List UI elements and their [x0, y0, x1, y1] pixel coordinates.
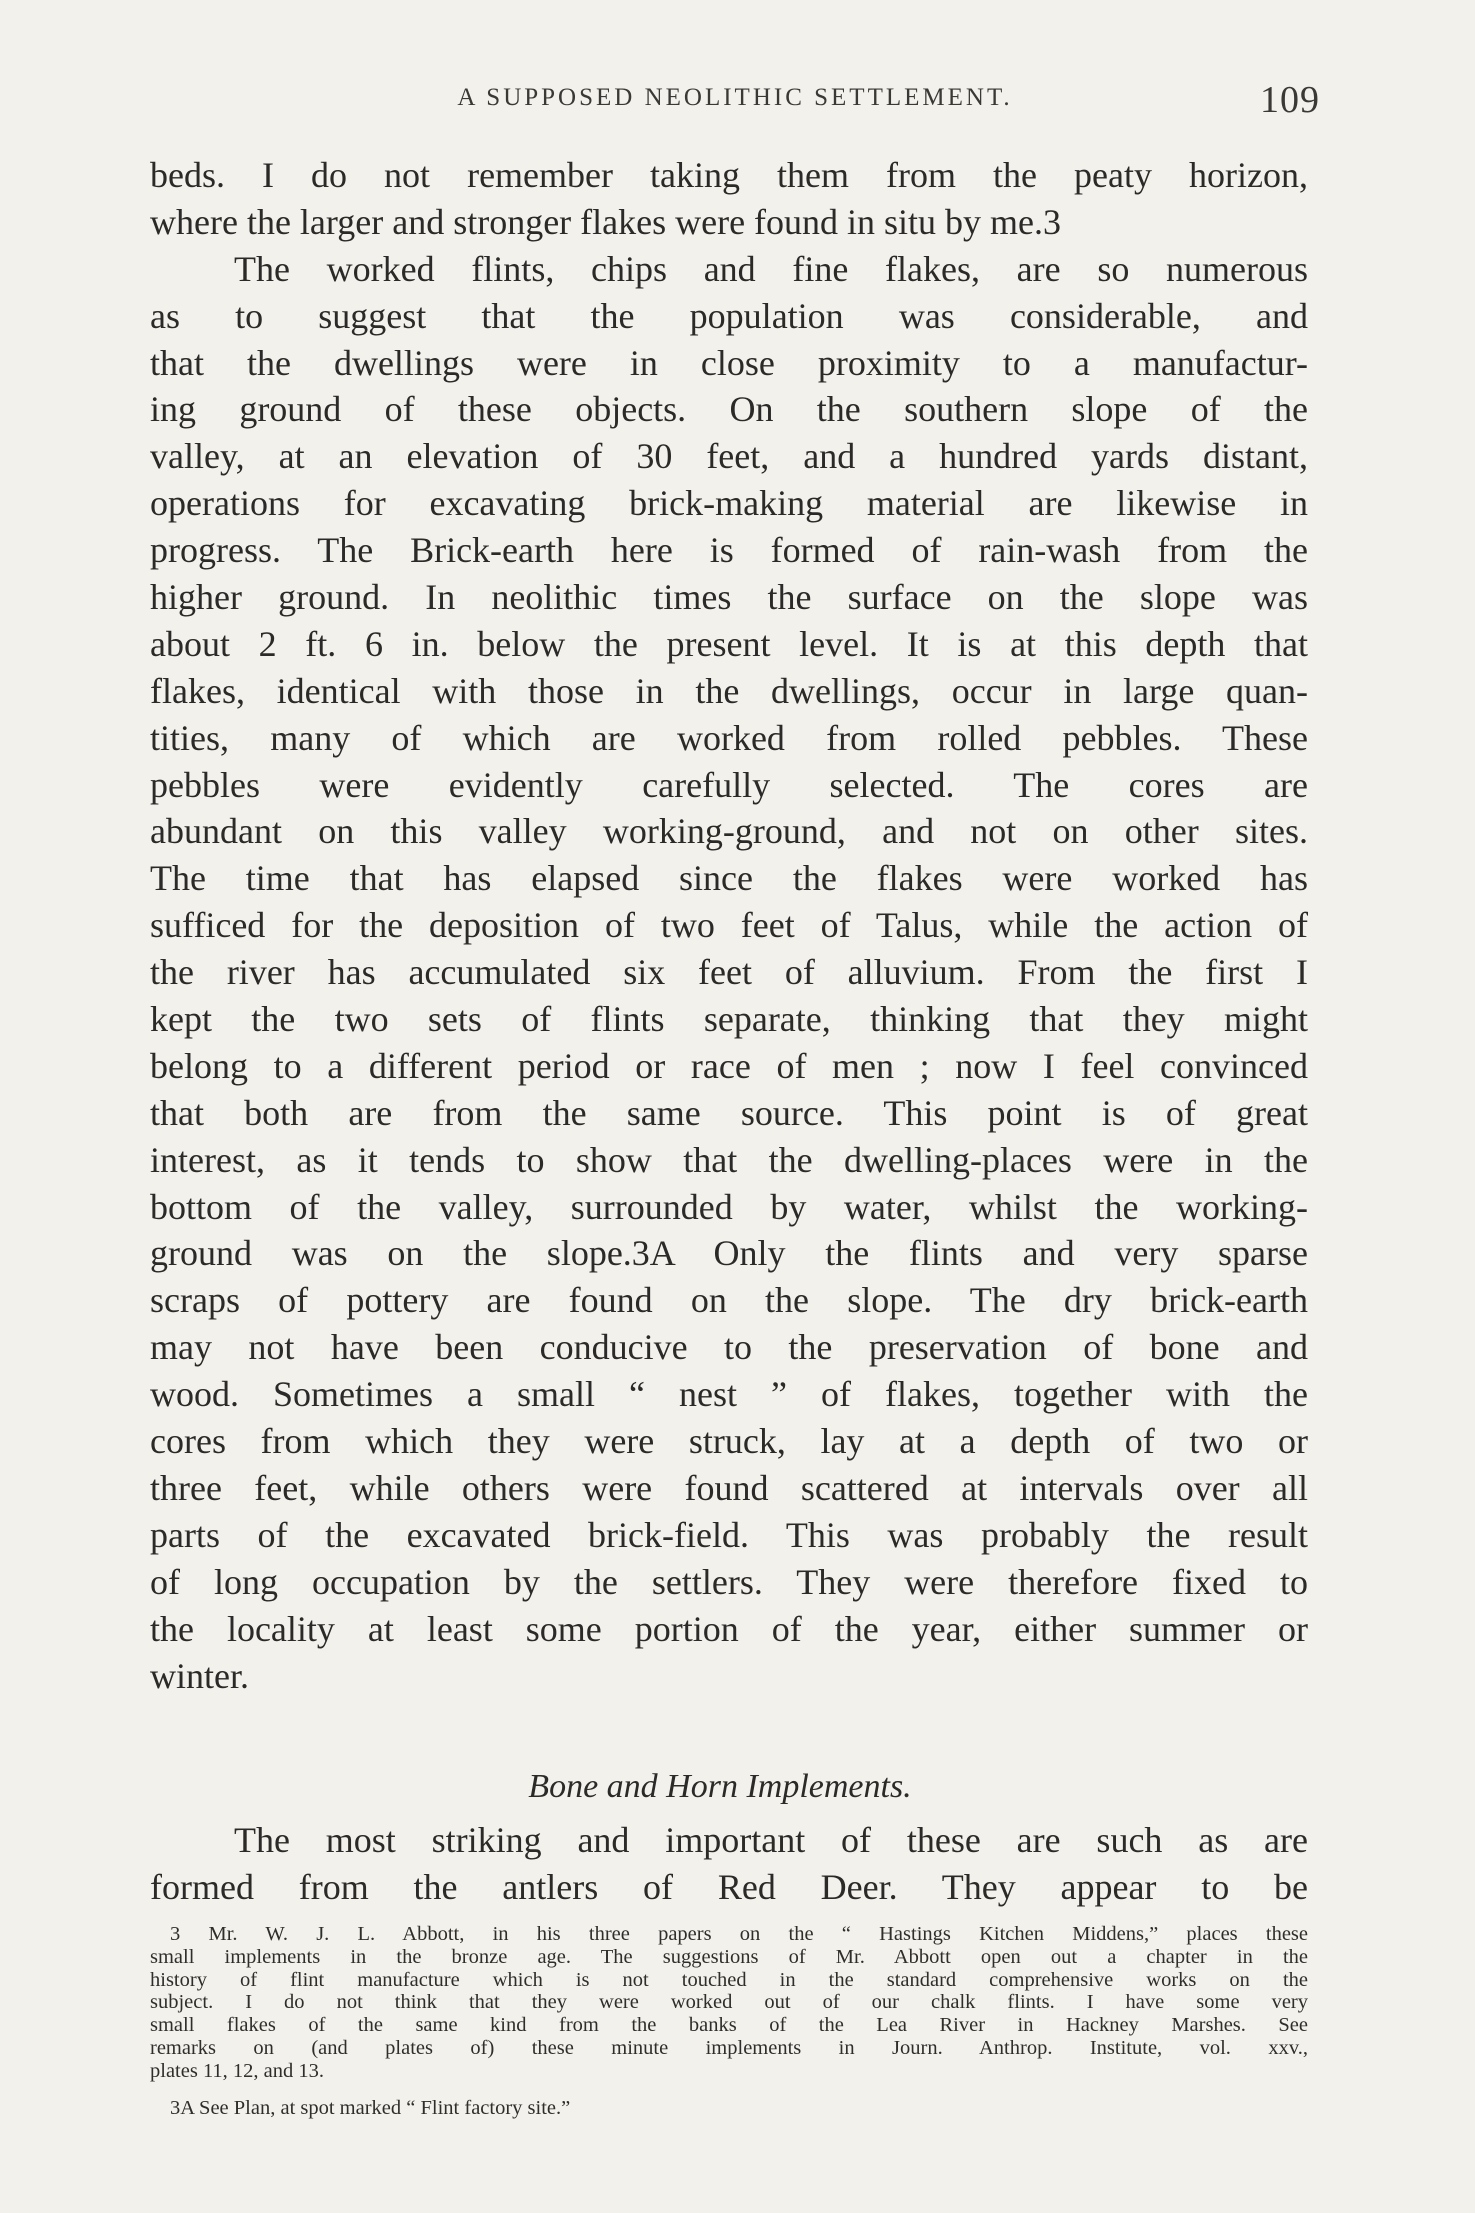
- text-line: the river has accumulated six feet of alluvium. From the first I: [150, 952, 1308, 993]
- text-line: that both are from the same source. This point is of great: [150, 1092, 1308, 1133]
- text-line: three feet, while others were found scattered at intervals over all: [150, 1467, 1308, 1508]
- text-line: interest, as it tends to show that the dwelling-places were in the: [150, 1139, 1308, 1180]
- footnote-line: small implements in the bronze age. The suggestions of Mr. Abbott open out a chapter in the: [150, 1945, 1308, 1968]
- text-line: The most striking and important of these are such as are: [234, 1820, 1308, 1861]
- text-line: valley, at an elevation of 30 feet, and a hundred yards distant,: [150, 436, 1308, 477]
- text-line: pebbles were evidently carefully selected. The cores are: [150, 764, 1308, 805]
- page-number: 109: [1260, 79, 1320, 121]
- running-title: A SUPPOSED NEOLITHIC SETTLEMENT.: [457, 84, 1013, 111]
- text-line: abundant on this valley working-ground, and not on other sites.: [150, 811, 1308, 852]
- footnote-line: subject. I do not think that they were worked out of our chalk flints. I have some very: [150, 1991, 1308, 2014]
- text-line: ing ground of these objects. On the southern slope of the: [150, 389, 1308, 430]
- text-line: bottom of the valley, surrounded by water, whilst the working-: [150, 1186, 1308, 1227]
- text-line: belong to a different period or race of men ; now I feel convinced: [150, 1045, 1308, 1086]
- text-line: sufficed for the deposition of two feet of Talus, while the action of: [150, 905, 1308, 946]
- text-line: scraps of pottery are found on the slope. The dry brick-earth: [150, 1280, 1308, 1321]
- text-line: where the larger and stronger flakes were found in situ by me.3: [150, 201, 1062, 242]
- body-text: [150, 152, 1308, 1911]
- text-line: winter.: [150, 1655, 249, 1696]
- text-line: cores from which they were struck, lay at a depth of two or: [150, 1421, 1308, 1462]
- text-line: that the dwellings were in close proximity to a manufactur-: [150, 342, 1308, 383]
- footnote-line: history of flint manufacture which is not touched in the standard comprehensive works on the: [150, 1968, 1308, 1991]
- footnotes: [150, 1923, 1308, 2119]
- text-line: operations for excavating brick-making material are likewise in: [150, 483, 1308, 524]
- text-line: ground was on the slope.3A Only the flints and very sparse: [150, 1233, 1308, 1274]
- text-line: of long occupation by the settlers. They were therefore fixed to: [150, 1561, 1308, 1602]
- footnote-line: 3 Mr. W. J. L. Abbott, in his three papers on the “ Hastings Kitchen Middens,” places these: [170, 1923, 1308, 1945]
- text-line: tities, many of which are worked from rolled pebbles. These: [150, 717, 1308, 758]
- text-line: may not have been conducive to the preservation of bone and: [150, 1327, 1308, 1368]
- text-line: about 2 ft. 6 in. below the present level. It is at this depth that: [150, 623, 1308, 664]
- text-line: beds. I do not remember taking them from the peaty horizon,: [150, 155, 1308, 195]
- footnote-line: remarks on (and plates of) these minute implements in Journ. Anthrop. Institute, vol. xxv.,: [150, 2036, 1308, 2059]
- footnote-line: plates 11, 12, and 13.: [150, 2059, 325, 2082]
- text-line: higher ground. In neolithic times the surface on the slope was: [150, 577, 1308, 618]
- text-line: the locality at least some portion of the year, either summer or: [150, 1608, 1308, 1649]
- footnote-line: small flakes of the same kind from the banks of the Lea River in Hackney Marshes. See: [150, 2014, 1308, 2037]
- text-line: kept the two sets of flints separate, thinking that they might: [150, 999, 1308, 1040]
- footnote-line: 3A See Plan, at spot marked “ Flint factory site.”: [170, 2096, 571, 2119]
- text-line: flakes, identical with those in the dwellings, occur in large quan-: [150, 670, 1308, 711]
- text-line: parts of the excavated brick-field. This was probably the result: [150, 1514, 1308, 1555]
- text-line: The time that has elapsed since the flakes were worked has: [150, 858, 1308, 899]
- text-line: as to suggest that the population was considerable, and: [150, 295, 1308, 336]
- text-line: progress. The Brick-earth here is formed of rain-wash from the: [150, 530, 1308, 571]
- text-line: The worked flints, chips and fine flakes, are so numerous: [234, 248, 1308, 289]
- text-line: formed from the antlers of Red Deer. They appear to be: [150, 1867, 1308, 1908]
- text-line: wood. Sometimes a small “ nest ” of flakes, together with the: [150, 1374, 1308, 1415]
- section-heading: Bone and Horn Implements.: [528, 1768, 912, 1806]
- running-head: [150, 78, 1320, 126]
